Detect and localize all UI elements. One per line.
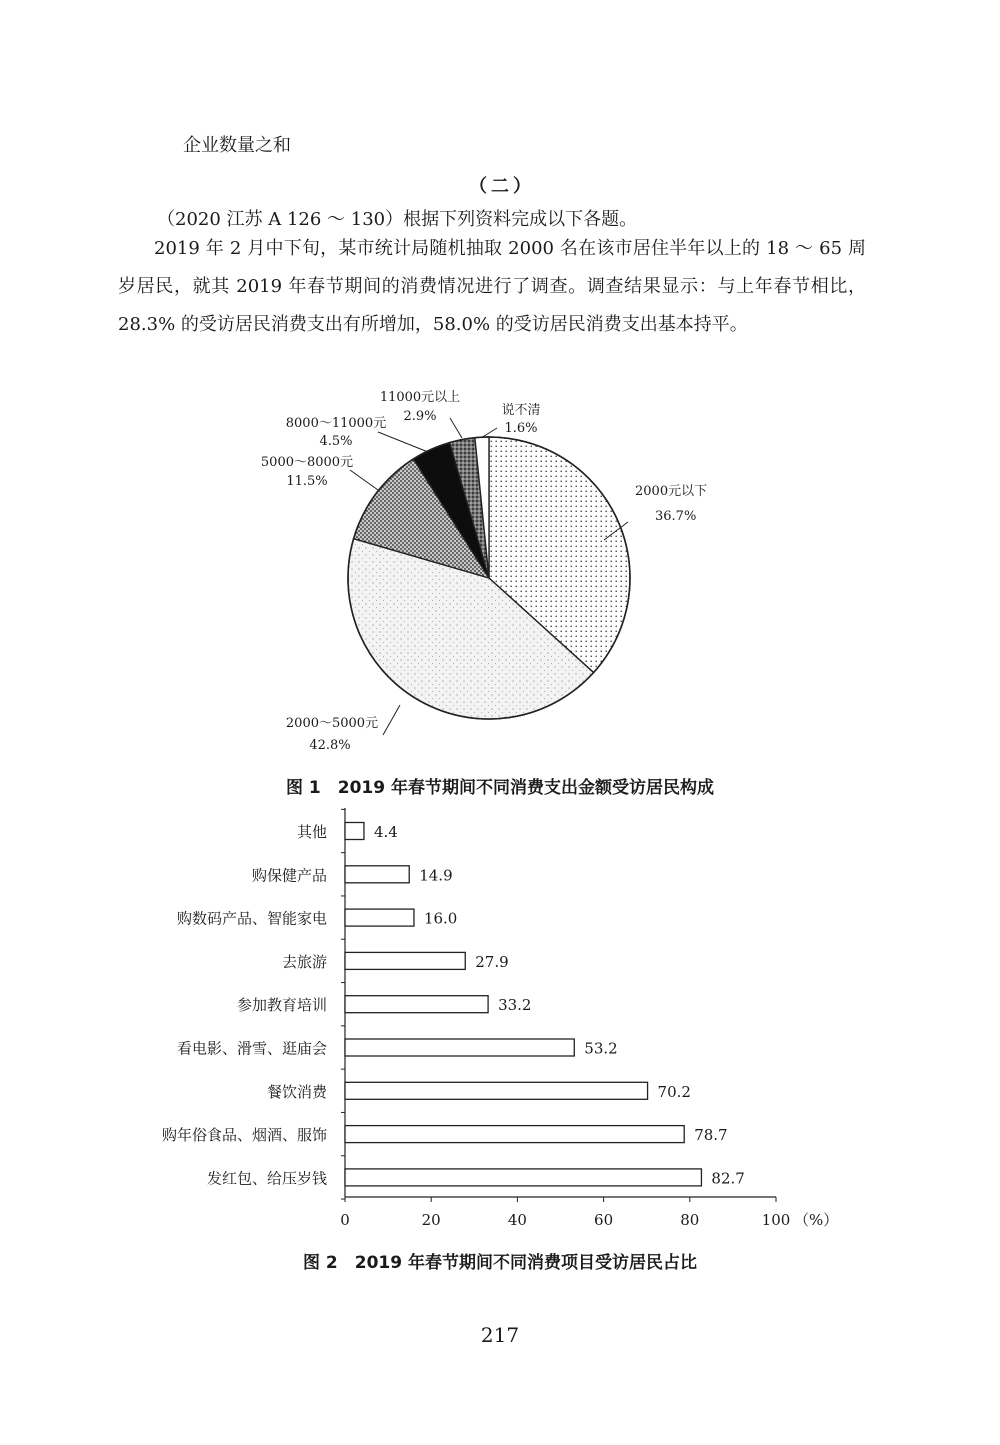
bar-value-label: 70.2 [657, 1082, 691, 1101]
pie-slice-label: 2000元以下 [635, 484, 708, 499]
bar-7 [345, 1082, 648, 1099]
bar-value-label: 27.9 [475, 952, 509, 971]
pie-slice-label: 说不清 [501, 403, 541, 418]
category-label: 购数码产品、智能家电 [176, 909, 327, 928]
category-label: 餐饮消费 [266, 1082, 327, 1101]
pie-slice-label: 5000～8000元 [260, 455, 354, 470]
bar-value-label: 16.0 [423, 909, 458, 928]
bar-value-label: 78.7 [694, 1126, 728, 1145]
pie-slice-label: 8000～11000元 [285, 416, 387, 431]
material-paragraph: 2019 年 2 月中下旬，某市统计局随机抽取 2000 名在该市居住半年以上的 18 ～ 65 周岁居民，就其 2019 年春节期间的消费情况进行了调查。调查结果显示：与上年春节相比，28.3% 的受访居民消费支出有所增加，58.0% 的受访居民消费支出基本持平。 [118, 238, 866, 335]
category-label: 发红包、给压岁钱 [206, 1169, 327, 1188]
category-label: 购保健产品 [251, 866, 327, 885]
bar-2 [345, 866, 409, 883]
bar-1 [345, 823, 364, 840]
pie-slice-value: 1.6% [504, 421, 538, 436]
category-label: 看电影、滑雪、逛庙会 [176, 1039, 327, 1058]
pie-slice-value: 2.9% [403, 409, 437, 424]
category-label: 其他 [296, 823, 327, 841]
bar-9 [345, 1169, 701, 1186]
bar-6 [345, 1039, 574, 1056]
pie-slice-label: 11000元以上 [379, 390, 461, 405]
pie-slice-value: 4.5% [319, 434, 353, 449]
x-tick-label: 40 [507, 1211, 527, 1229]
bar-value-label: 33.2 [498, 996, 532, 1015]
category-label: 去旅游 [281, 952, 327, 971]
figure2-caption: 图 2 2019 年春节期间不同消费项目受访居民占比 [303, 1253, 697, 1273]
bar-value-label: 53.2 [584, 1039, 618, 1058]
figure1-caption: 图 1 2019 年春节期间不同消费支出金额受访居民构成 [286, 778, 714, 798]
page-number: 217 [480, 1323, 520, 1347]
x-unit-label: （%） [794, 1211, 839, 1229]
x-tick-label: 0 [340, 1211, 350, 1229]
question-reference: （2020 江苏 A 126 ～ 130）根据下列资料完成以下各题。 [157, 209, 638, 230]
x-tick-label: 100 [761, 1211, 791, 1229]
bar-3 [345, 909, 414, 926]
pie-slice-value: 36.7% [655, 509, 697, 524]
category-label: 购年俗食品、烟酒、服饰 [161, 1126, 327, 1145]
pie-slice-value: 42.8% [309, 738, 351, 753]
continued-text: 企业数量之和 [183, 135, 291, 156]
bar-value-label: 4.4 [373, 823, 398, 841]
category-label: 参加教育培训 [236, 996, 327, 1015]
section-heading: （二） [469, 176, 535, 197]
x-tick-label: 60 [594, 1211, 614, 1229]
bar-5 [345, 996, 488, 1013]
x-tick-label: 80 [680, 1211, 700, 1229]
x-tick-label: 20 [421, 1211, 441, 1229]
pie-slice-label: 2000～5000元 [285, 716, 379, 731]
bar-value-label: 14.9 [419, 866, 453, 885]
bar-8 [345, 1126, 684, 1143]
bar-value-label: 82.7 [711, 1169, 745, 1188]
bar-4 [345, 952, 465, 969]
pie-slice-value: 11.5% [286, 474, 328, 489]
